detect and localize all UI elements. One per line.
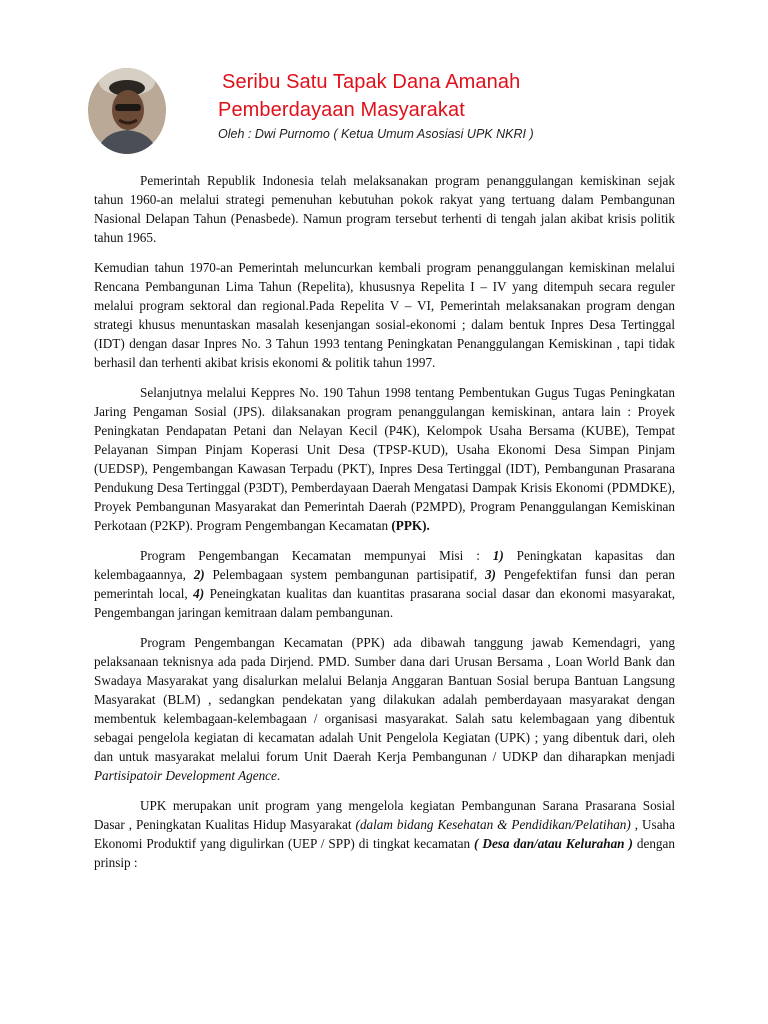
paragraph-4-text-b: Peningkatan kapasitas dan kelembagaannya, <box>94 548 675 582</box>
paragraph-5-text: Program Pengembangan Kecamatan (PPK) ada dibawah tanggung jawab Kemendagri, yang pelaksanaan teknisnya ada pada Dirjend. PMD. Sumber dana dari Urusan Bersama , Loan World Bank dan Swadaya Masyarakat yang disalurkan melalui Belanja Anggaran Bantuan Sosial berupa Bantuan Langsung Masyarakat (BLM) , sedangkan pendekatan yang dilakukan adalah pemberdayaan masyarakat dengan membentuk kelembagaan-kelembagaan / organisasi masyarakat. Salah satu kelembagaan yang dibentuk sebagai pengelola kegiatan di kecamatan adalah Unit Pengelola Kegiatan (UPK) ; yang dibentuk dari, oleh dan untuk masyarakat melalui forum Unit Daerah Kerja Pembangunan / UDKP dan diharapkan menjadi <box>94 635 675 764</box>
mission-number-4: 4) <box>193 586 205 601</box>
paragraph-3-bold: (PPK). <box>391 518 430 533</box>
paragraph-6-text-c: dengan prinsip : <box>94 836 675 870</box>
paragraph-5 <box>94 633 675 785</box>
author-byline: Oleh : Dwi Purnomo ( Ketua Umum Asosiasi UPK NKRI ) <box>218 127 534 141</box>
paragraph-4-text-c: Pelembagaan system pembangunan partisipatif, <box>204 567 485 582</box>
paragraph-5-italic: Partisipatoir Development Agence <box>94 768 277 783</box>
paragraph-6-italic: (dalam bidang Kesehatan & Pendidikan/Pelatihan) <box>355 817 631 832</box>
mission-number-3: 3) <box>484 567 496 582</box>
paragraph-1: Pemerintah Republik Indonesia telah melaksanakan program penanggulangan kemiskinan sejak tahun 1960-an melalui strategi pemenuhan kebutuhan pokok rakyat yang tertuang dalam Pembangunan Nasional Delapan Tahun (Penasbede). Namun program tersebut terhenti di tengah jalan akibat krisis politik tahun 1965. <box>94 173 675 245</box>
paragraph-3-text: Selanjutnya melalui Keppres No. 190 Tahun 1998 tentang Pembentukan Gugus Tugas Peningkatan Jaring Pengaman Sosial (JPS). dilaksanakan program penanggulangan kemiskinan, antara lain : Proyek Peningkatan Pendapatan Petani dan Nelayan Kecil (P4K), Kelompok Usaha Bersama (KUBE), Tempat Pelayanan Simpan Pinjam Koperasi Unit Desa (TPSP-KUD), Usaha Ekonomi Desa Simpan Pinjam (UEDSP), Pengembangan Kawasan Terpadu (PKT), Inpres Desa Tertinggal (IDT), Pembangunan Prasarana Pendukung Desa Tertinggal (P3DT), Pemberdayaan Daerah Mengatasi Dampak Krisis Ekonomi (PDMDKE), Proyek Pembangunan Masyarakat dan Pemerintah Daerah (P2MPD), Program Penanggulangan Kemiskinan Perkotaan (P2KP). Program Pengembangan Kecamatan <box>94 385 675 533</box>
author-avatar <box>88 68 166 154</box>
author-photo-icon <box>88 68 166 154</box>
paragraph-3 <box>94 383 675 535</box>
title-line-2: Pemberdayaan Masyarakat <box>218 99 465 121</box>
paragraph-5-end: . <box>276 768 281 783</box>
paragraph-4-text-a: Program Pengembangan Kecamatan mempunyai Misi : <box>140 548 493 563</box>
mission-number-2: 2) <box>193 567 205 582</box>
title-line-1: Seribu Satu Tapak Dana Amanah <box>222 71 521 93</box>
article-title <box>218 68 678 124</box>
paragraph-4-text-e: Peneingkatan kualitas dan kuantitas prasarana social dasar dan ekonomi masyarakat, Pengembangan jaringan kemitraan dalam pembangunan. <box>94 586 675 620</box>
paragraph-4-text-d: Pengefektifan funsi dan peran pemerintah local, <box>94 567 675 601</box>
paragraph-2: Kemudian tahun 1970-an Pemerintah meluncurkan kembali program penanggulangan kemiskinan melalui Rencana Pembangunan Lima Tahun (Repelita), khususnya Repelita I – IV yang ditempuh secara reguler melalui program sektoral dan regional.Pada Repelita V – VI, Pemerintah melaksanakan program dengan strategi khusus menuntaskan masalah kesenjangan sosial-ekonomi ; dalam bentuk Inpres Desa Tertinggal (IDT) dengan dasar Inpres No. 3 Tahun 1993 tentang Peningkatan Penanggulangan Kemiskinan , tapi tidak berhasil dan terhenti akibat krisis ekonomi & politik tahun 1997. <box>94 260 675 370</box>
paragraph-6-bold-italic: ( Desa dan/atau Kelurahan ) <box>474 836 633 851</box>
paragraph-6-text-b: , Usaha Ekonomi Produktif yang digulirkan (UEP / SPP) di tingkat kecamatan <box>94 817 675 851</box>
paragraph-6-text-a: UPK merupakan unit program yang mengelola kegiatan Pembangunan Sarana Prasarana Sosial Dasar , Peningkatan Kualitas Hidup Masyarakat <box>94 798 675 832</box>
article-header <box>88 62 688 162</box>
mission-number-1: 1) <box>492 548 504 563</box>
paragraph-6 <box>94 796 675 872</box>
paragraph-4 <box>94 546 675 622</box>
article-body <box>94 171 675 883</box>
